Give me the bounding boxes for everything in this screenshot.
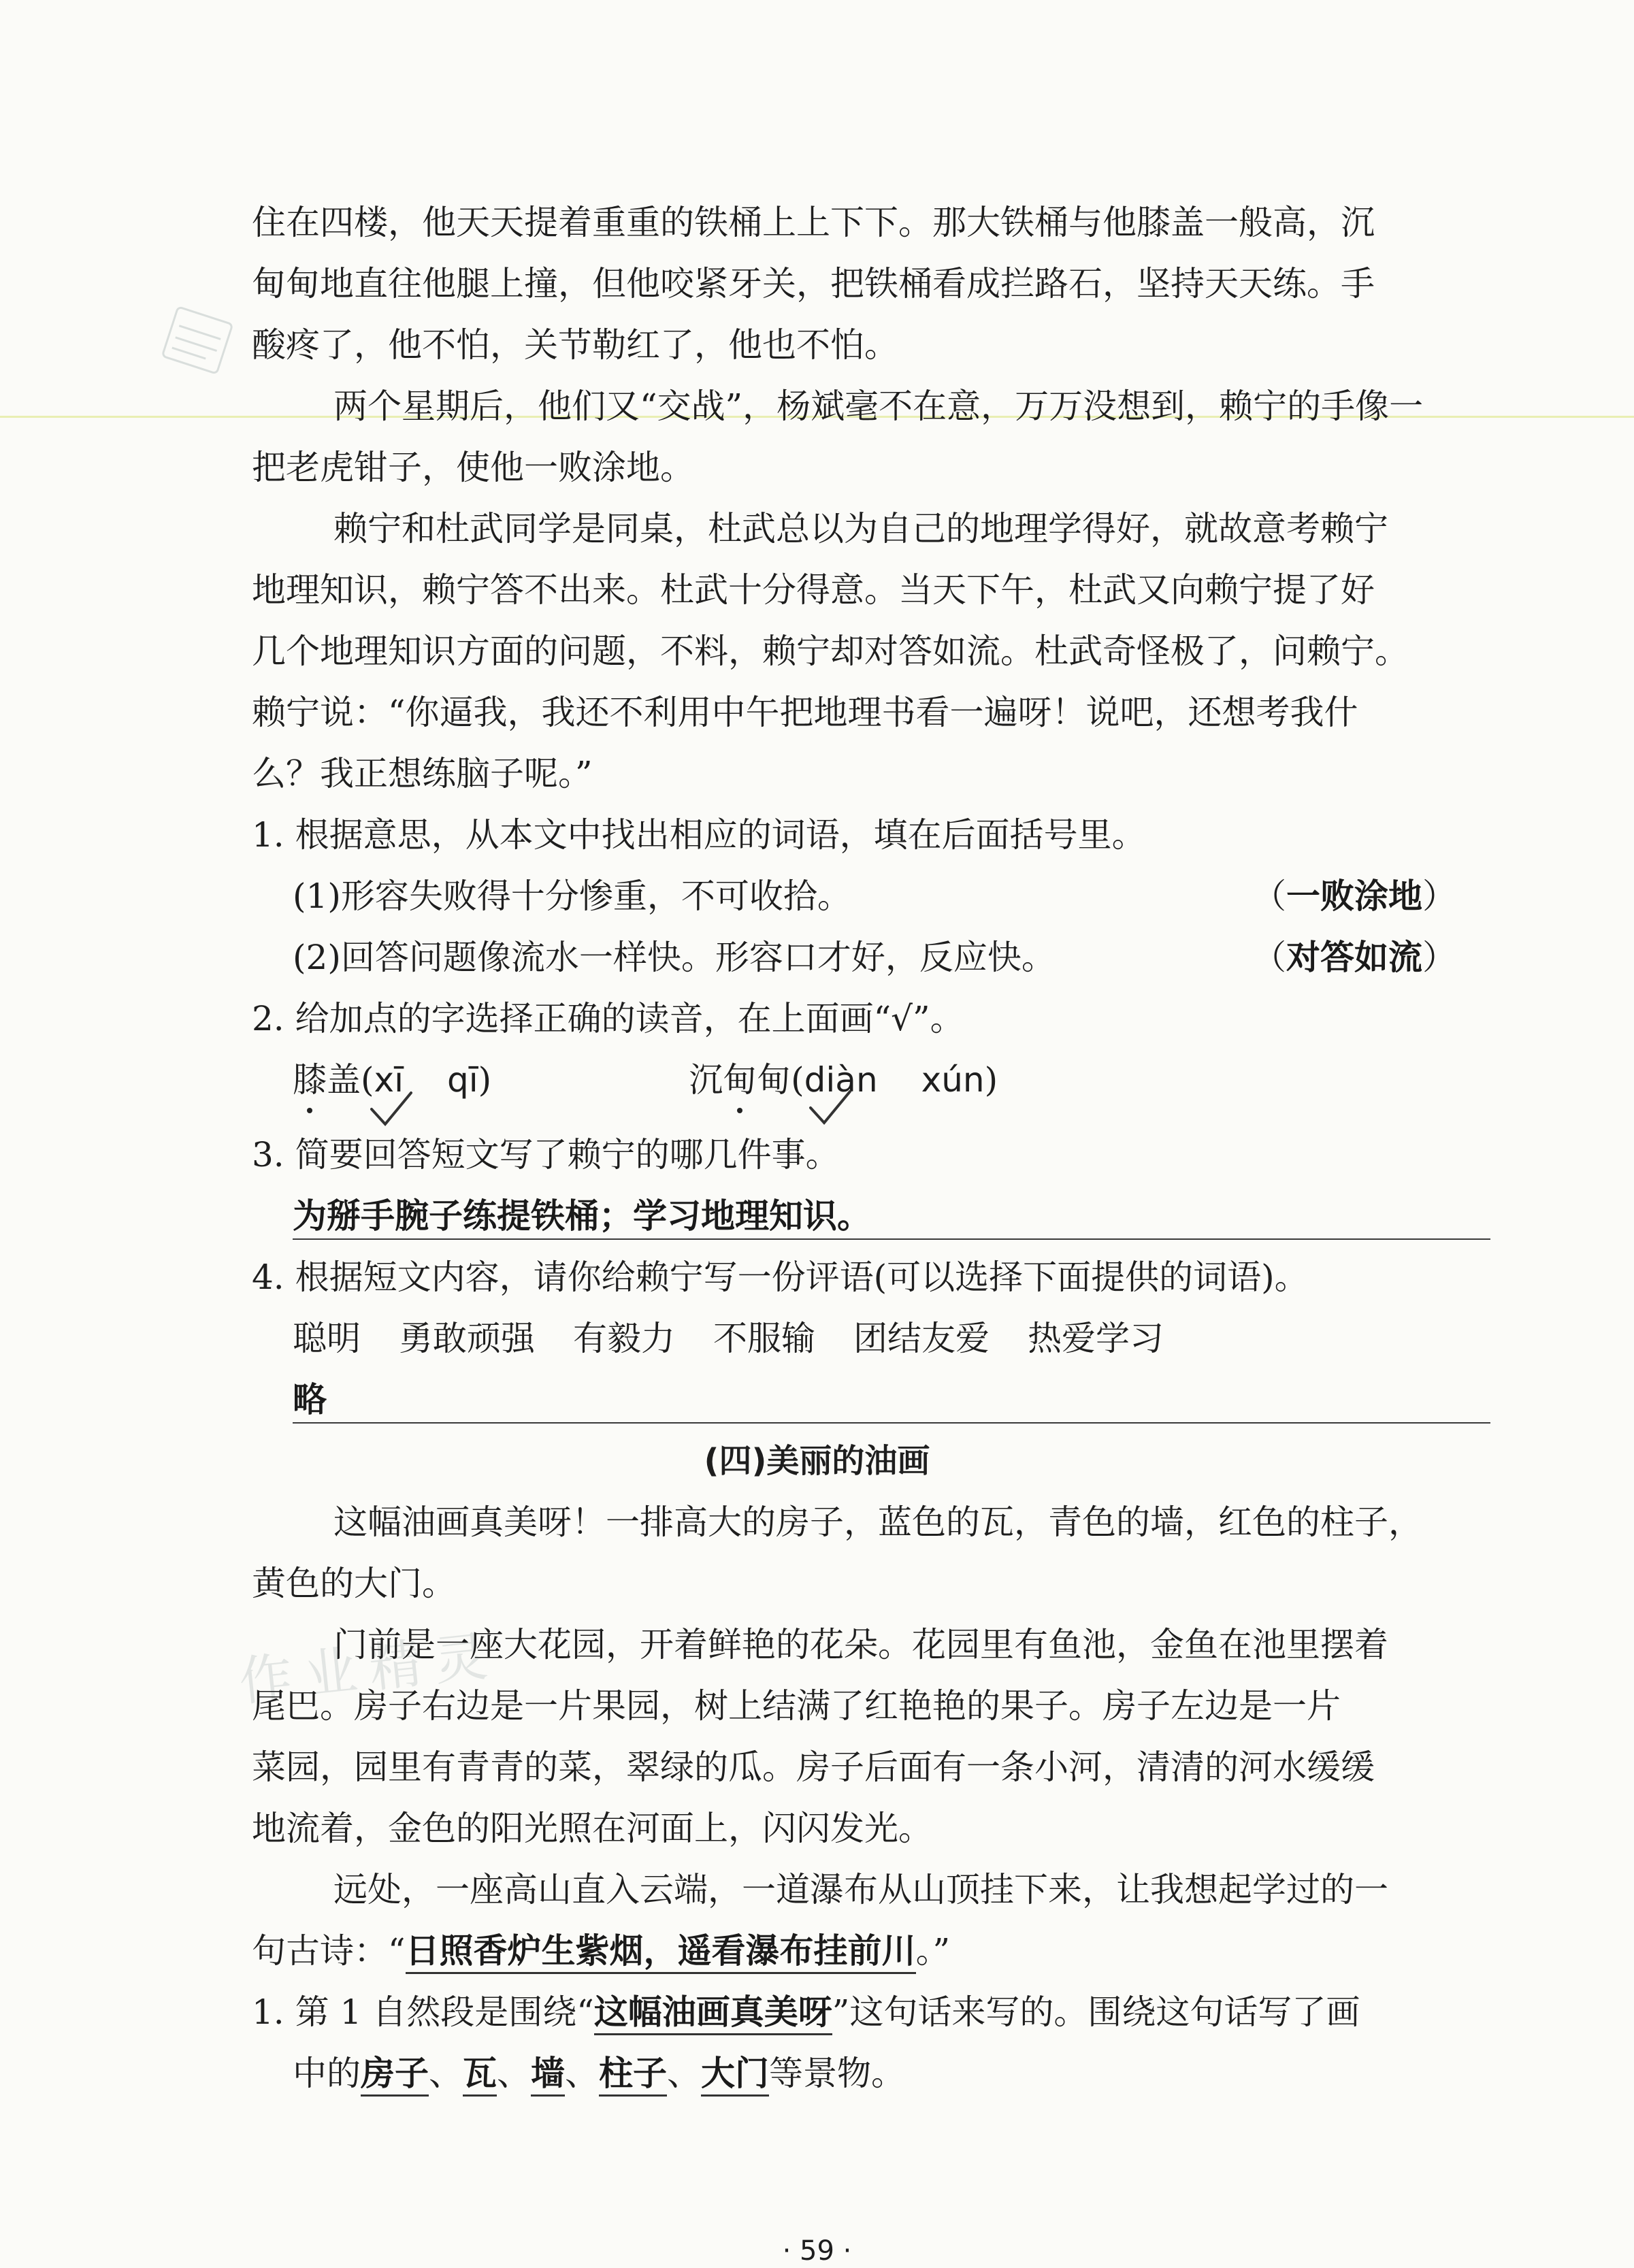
word-text: 甸(	[757, 1060, 804, 1100]
dotted-char: 膝	[293, 1056, 327, 1104]
paragraph-line: 远处，一座高山直入云端，一道瀑布从山顶挂下来，让我想起学过的一	[333, 1870, 1388, 1909]
poem-answer: 日照香炉生紫烟，遥看瀑布挂前川	[406, 1931, 916, 1974]
word-option: 勇敢顽强	[399, 1319, 535, 1358]
section-title: (四)美丽的油画	[704, 1442, 930, 1480]
paragraph-line: 赖宁说：“你逼我，我还不利用中午把地理书看一遍呀！说吧，还想考我什	[252, 693, 1358, 732]
paragraph-line: 尾巴。房子右边是一片果园，树上结满了红艳艳的果子。房子左边是一片	[252, 1686, 1341, 1726]
question-2-stem: 2. 给加点的字选择正确的读音，在上面画“√”。	[252, 999, 964, 1038]
question-text: ”这句话来写的。围绕这句话写了画	[832, 1992, 1360, 2032]
paragraph-line: 酸疼了，他不怕，关节勒红了，他也不怕。	[252, 325, 898, 365]
section-4-question-1-cont	[293, 2050, 1531, 2097]
question-text: 1. 第 1 自然段是围绕“	[252, 1992, 594, 2032]
separator: 、	[497, 2054, 531, 2093]
page-number: · 59 ·	[782, 2235, 852, 2267]
paragraph-line: 么？我正想练脑子呢。”	[252, 754, 593, 793]
poem-prefix: 句古诗：“	[252, 1931, 406, 1971]
paragraph-line: 甸甸地直往他腿上撞，但他咬紧牙关，把铁桶看成拦路石，坚持天天练。手	[252, 264, 1375, 303]
pinyin-option: xī	[374, 1060, 404, 1100]
word-option: 团结友爱	[853, 1319, 990, 1358]
answer-text: 墙	[531, 2054, 565, 2097]
paragraph-line: 把老虎钳子，使他一败涂地。	[252, 448, 694, 487]
paragraph-line: 赖宁和杜武同学是同桌，杜武总以为自己的地理学得好，就故意考赖宁	[333, 509, 1388, 548]
word-option: 聪明	[293, 1319, 361, 1358]
question-text: 中的	[293, 2054, 361, 2093]
paragraph-line: 黄色的大门。	[252, 1564, 456, 1603]
paragraph-line: 菜园，园里有青青的菜，翠绿的瓜。房子后面有一条小河，清清的河水缓缓	[252, 1747, 1375, 1787]
stamp-icon	[157, 299, 238, 381]
question-4-word-bank	[293, 1315, 1531, 1362]
separator: 、	[667, 2054, 701, 2093]
question-3-stem: 3. 简要回答短文写了赖宁的哪几件事。	[252, 1135, 840, 1174]
paragraph-line: 几个地理知识方面的问题，不料，赖宁却对答如流。杜武奇怪极了，问赖宁。	[252, 631, 1409, 671]
word-text: )	[984, 1060, 998, 1100]
paragraph-line: 两个星期后，他们又“交战”，杨斌毫不在意，万万没想到，赖宁的手像一	[333, 387, 1424, 426]
section-4-question-1	[252, 1988, 1490, 2036]
question-2-pinyin-choices	[293, 1056, 1531, 1104]
paren-close: ）	[1422, 876, 1456, 916]
question-4-answer: 略	[293, 1380, 327, 1419]
question-1-answer-2	[1252, 934, 1456, 981]
answer-text: 一败涂地	[1286, 876, 1422, 916]
paren-close: ）	[1422, 938, 1456, 977]
answer-text: 大门	[701, 2054, 769, 2097]
answer-line	[293, 1238, 1490, 1240]
pinyin-option: diàn	[804, 1060, 878, 1100]
answer-text: 瓦	[463, 2054, 497, 2097]
pinyin-option: qī	[447, 1060, 478, 1100]
paragraph-line: 门前是一座大花园，开着鲜艳的花朵。花园里有鱼池，金鱼在池里摆着	[333, 1625, 1388, 1664]
word-option: 热爱学习	[1028, 1319, 1164, 1358]
watermark-text: 作业精灵	[236, 1625, 503, 1713]
separator: 、	[429, 2054, 463, 2093]
poem-suffix: 。”	[915, 1931, 951, 1971]
paren-open: （	[1252, 876, 1286, 916]
answer-text: 对答如流	[1286, 938, 1422, 977]
question-3-answer: 为掰手腕子练提铁桶；学习地理知识。	[293, 1196, 871, 1236]
answer-text: 房子	[361, 2054, 429, 2097]
paragraph-line: 地流着，金色的阳光照在河面上，闪闪发光。	[252, 1809, 932, 1848]
dotted-char: 甸	[723, 1056, 757, 1104]
question-1-stem: 1. 根据意思，从本文中找出相应的词语，填在后面括号里。	[252, 815, 1146, 855]
checkmark-icon	[367, 1089, 415, 1130]
question-4-stem: 4. 根据短文内容，请你给赖宁写一份评语(可以选择下面提供的词语)。	[252, 1258, 1309, 1297]
word-text: 沉	[689, 1060, 723, 1100]
answer-line	[293, 1422, 1490, 1424]
question-text: 等景物。	[769, 2054, 905, 2093]
paragraph-line: 住在四楼，他天天提着重重的铁桶上上下下。那大铁桶与他膝盖一般高，沉	[252, 203, 1375, 242]
paragraph-line: 这幅油画真美呀！一排高大的房子，蓝色的瓦，青色的墙，红色的柱子，	[333, 1502, 1422, 1542]
paren-open: （	[1252, 938, 1286, 977]
pinyin-option: xún	[921, 1060, 985, 1100]
poem-line	[252, 1927, 1490, 1975]
separator: 、	[565, 2054, 599, 2093]
question-1-sub-1: (1)形容失败得十分惨重，不可收拾。	[293, 876, 851, 916]
word-text: 盖(	[327, 1060, 374, 1100]
paragraph-line: 地理知识，赖宁答不出来。杜武十分得意。当天下午，杜武又向赖宁提了好	[252, 570, 1375, 610]
answer-text: 柱子	[599, 2054, 667, 2097]
answer-text: 这幅油画真美呀	[594, 1992, 832, 2035]
word-option: 不服输	[713, 1319, 815, 1358]
question-1-answer-1	[1252, 872, 1456, 920]
word-option: 有毅力	[573, 1319, 675, 1358]
word-text: )	[478, 1060, 492, 1100]
checkmark-icon	[806, 1087, 854, 1128]
question-1-sub-2: (2)回答问题像流水一样快。形容口才好，反应快。	[293, 938, 1056, 977]
